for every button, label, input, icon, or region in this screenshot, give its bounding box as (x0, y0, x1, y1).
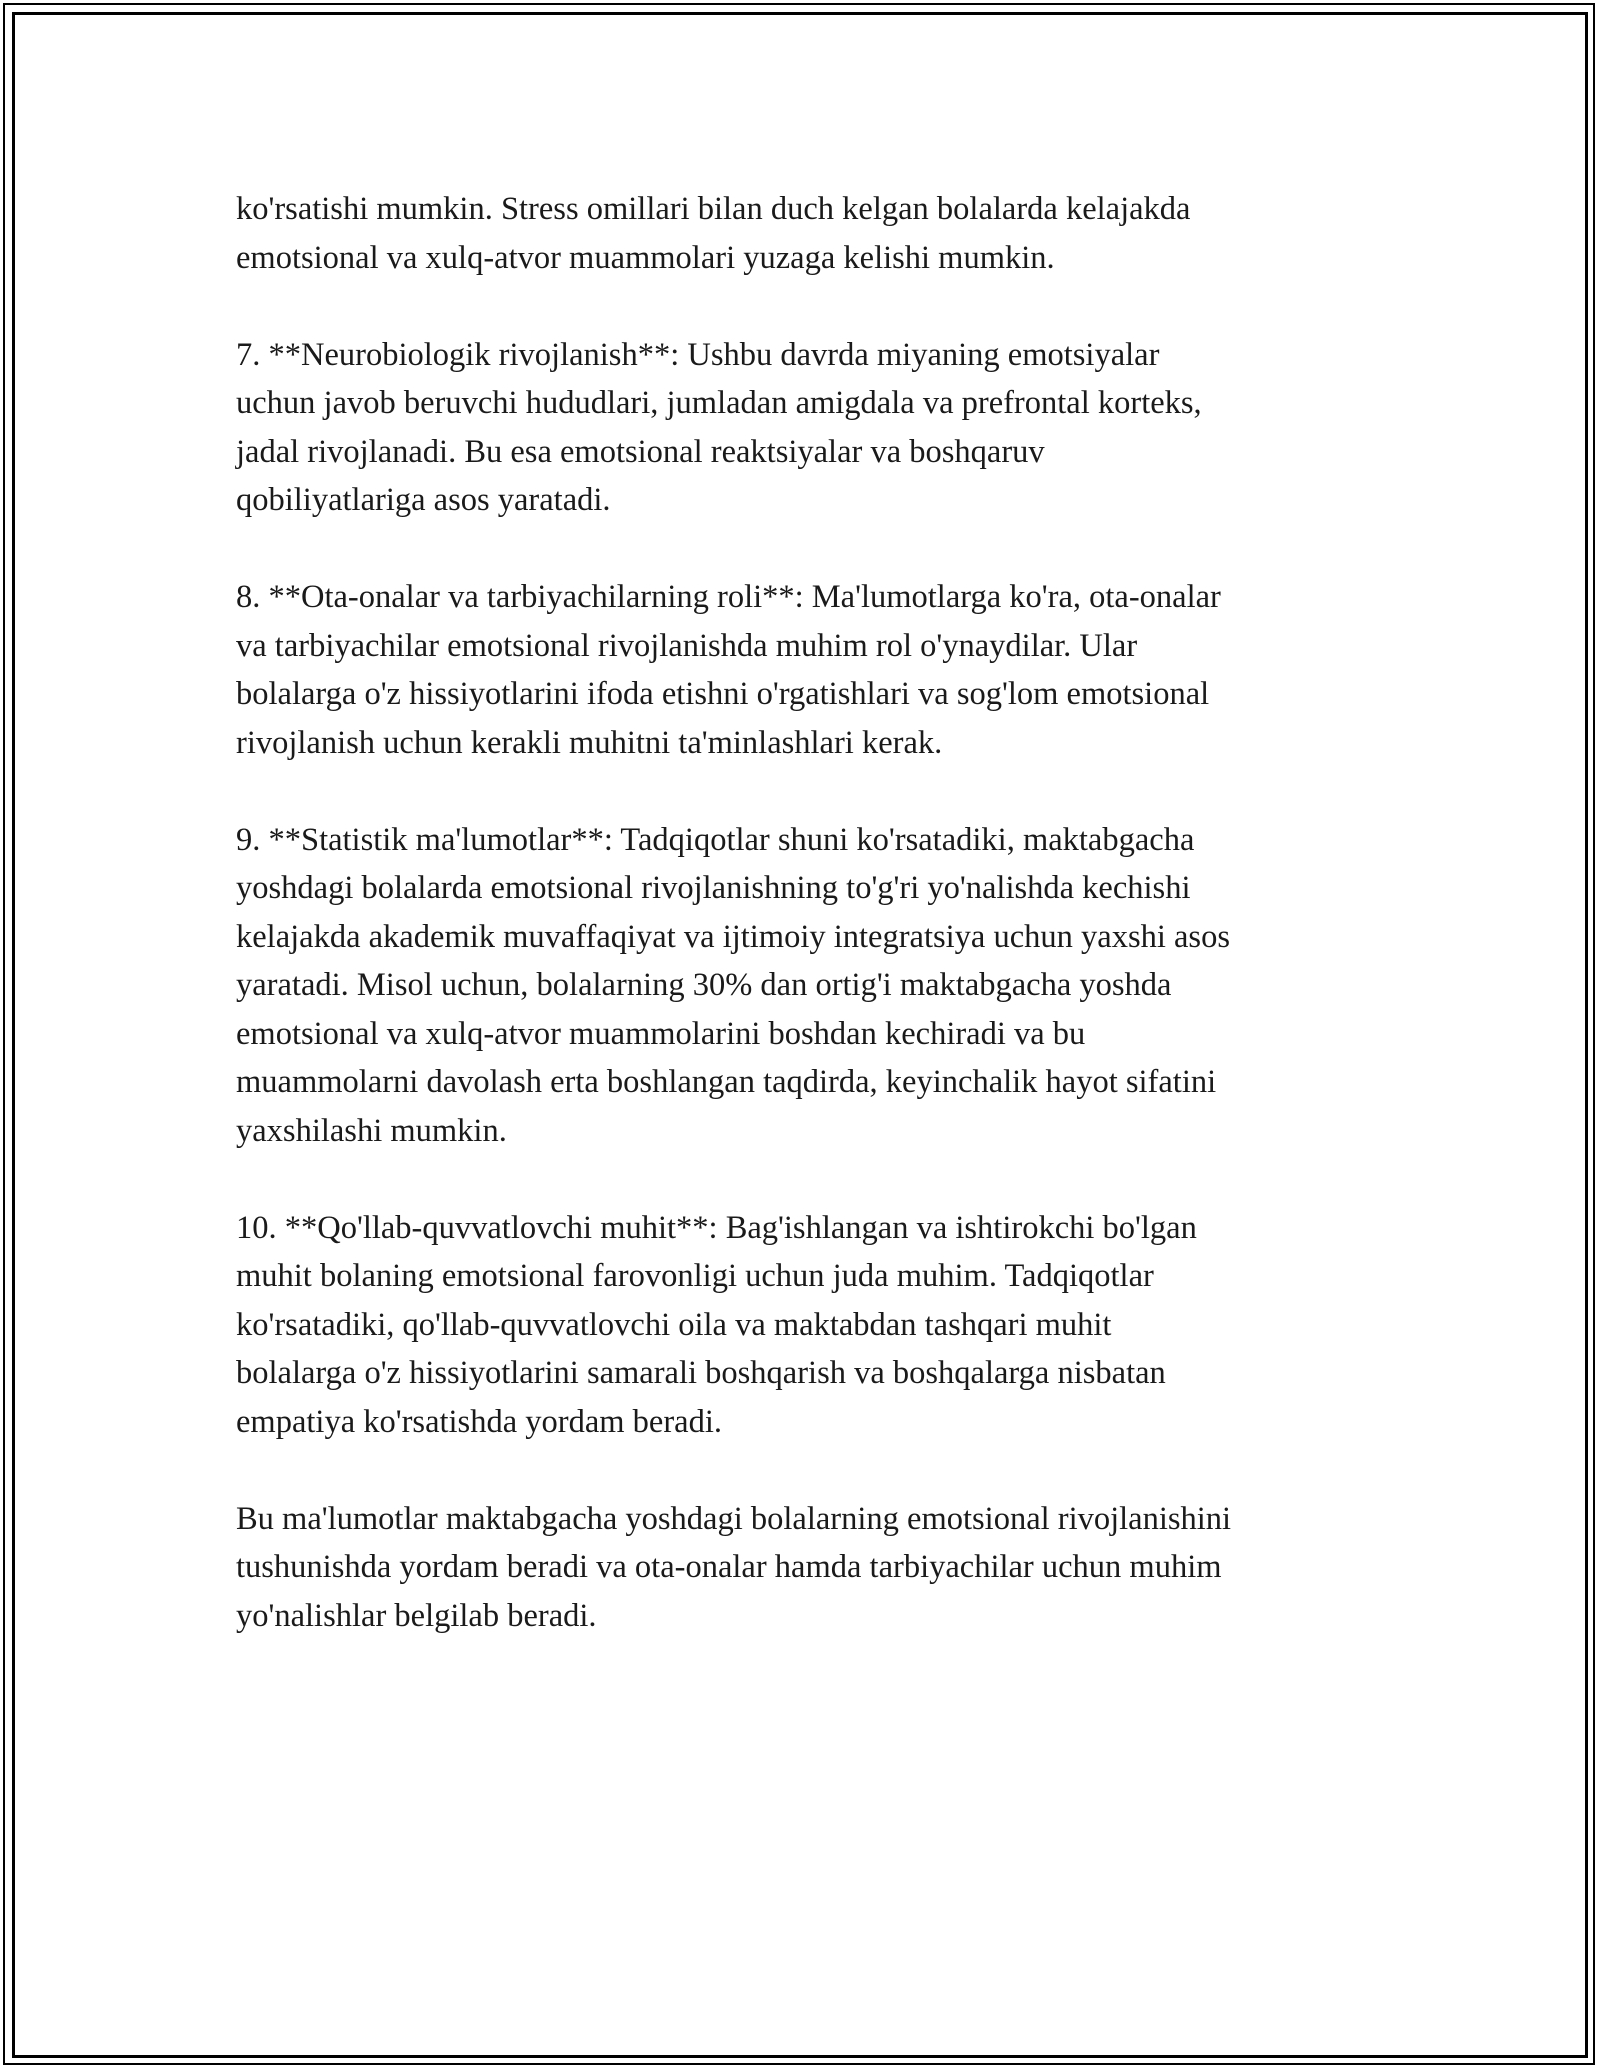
text-line: yaxshilashi mumkin. (236, 1112, 507, 1149)
text-line: tushunishda yordam beradi va ota-onalar hamda tarbiyachilar uchun muhim (236, 1549, 1222, 1585)
text-line: 10. **Qo'llab-quvvatlovchi muhit**: Bag'ishlangan va ishtirokchi bo'lgan (236, 1209, 1197, 1246)
paragraph-item-8 (236, 573, 1406, 767)
text-line: 7. **Neurobiologik rivojlanish**: Ushbu davrda miyaning emotsiyalar (236, 336, 1160, 373)
paragraph-conclusion (236, 1495, 1406, 1641)
text-line: muhit bolaning emotsional farovonligi uchun juda muhim. Tadqiqotlar (236, 1258, 1154, 1294)
text-line: yoshdagi bolalarda emotsional rivojlanishning to'g'ri yo'nalishda kechishi (236, 870, 1191, 906)
text-line: va tarbiyachilar emotsional rivojlanishda muhim rol o'ynaydilar. Ular (236, 627, 1138, 664)
text-line: Bu ma'lumotlar maktabgacha yoshdagi bolalarning emotsional rivojlanishini (236, 1500, 1232, 1537)
text-line: rivojlanish uchun kerakli muhitni ta'minlashlari kerak. (236, 724, 943, 761)
text-line: uchun javob beruvchi hududlari, jumladan amigdala va prefrontal korteks, (236, 385, 1202, 421)
text-line: emotsional va xulq-atvor muammolarini boshdan kechiradi va bu (236, 1015, 1086, 1052)
text-line: empatiya ko'rsatishda yordam beradi. (236, 1403, 722, 1440)
paragraph-item-7 (236, 331, 1406, 525)
text-line: yaratadi. Misol uchun, bolalarning 30% dan ortig'i maktabgacha yoshda (236, 967, 1172, 1003)
text-line: bolalarga o'z hissiyotlarini samarali boshqarish va boshqalarga nisbatan (236, 1355, 1166, 1391)
text-line: emotsional va xulq-atvor muammolari yuzaga kelishi mumkin. (236, 239, 1055, 276)
text-line: ko'rsatadiki, qo'llab-quvvatlovchi oila va maktabdan tashqari muhit (236, 1306, 1112, 1343)
document-body (236, 185, 1406, 1640)
text-line: ko'rsatishi mumkin. Stress omillari bilan duch kelgan bolalarda kelajakda (236, 191, 1191, 227)
text-line: 9. **Statistik ma'lumotlar**: Tadqiqotlar shuni ko'rsatadiki, maktabgacha (236, 821, 1195, 858)
text-line: muammolarni davolash erta boshlangan taqdirda, keyinchalik hayot sifatini (236, 1064, 1217, 1100)
text-line: qobiliyatlariga asos yaratadi. (236, 482, 611, 518)
text-line: yo'nalishlar belgilab beradi. (236, 1597, 597, 1634)
text-line: jadal rivojlanadi. Bu esa emotsional reaktsiyalar va boshqaruv (236, 433, 1045, 470)
paragraph-continuation (236, 185, 1406, 282)
paragraph-item-10 (236, 1204, 1406, 1447)
paragraph-item-9 (236, 816, 1406, 1156)
text-line: kelajakda akademik muvaffaqiyat va ijtimoiy integratsiya uchun yaxshi asos (236, 918, 1230, 955)
text-line: bolalarga o'z hissiyotlarini ifoda etishni o'rgatishlari va sog'lom emotsional (236, 676, 1210, 712)
text-line: 8. **Ota-onalar va tarbiyachilarning roli**: Ma'lumotlarga ko'ra, ota-onalar (236, 579, 1221, 615)
